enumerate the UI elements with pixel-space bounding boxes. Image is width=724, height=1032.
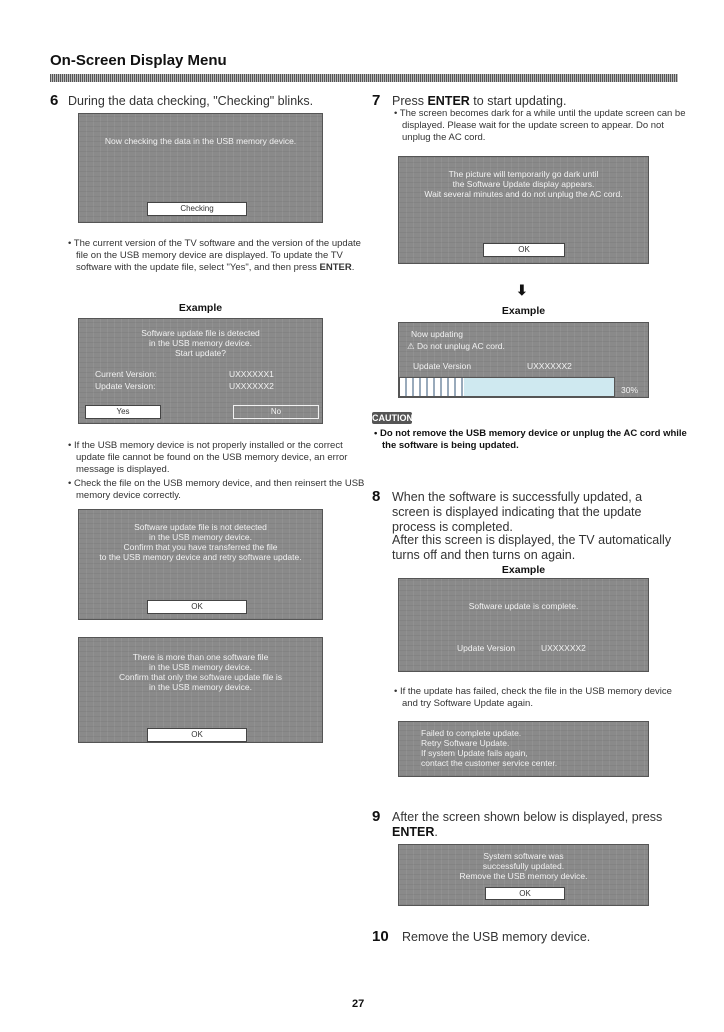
screen-line-2: in the USB memory device.: [149, 338, 252, 348]
unplug-warning: [407, 341, 505, 351]
screen-line-3: If system Update fails again,: [421, 748, 528, 758]
screen-line-1: Now updating: [411, 329, 463, 339]
bullet-text: The screen becomes dark for a while until the update screen can be displayed. Please wait for the update screen to appear. Do not unplug the AC cord.: [399, 108, 686, 143]
step-10-text: Remove the USB memory device.: [402, 930, 591, 944]
step-7-bullet: • The screen becomes dark for a while until the update screen can be displayed. Please wait for the update screen to appear. Do not unplug the AC cord.: [394, 108, 686, 143]
screen-line-3: Wait several minutes and do not unplug the AC cord.: [424, 189, 623, 199]
text-part: After the screen shown below is displayed, press: [392, 810, 663, 824]
screen-now-updating: [398, 322, 649, 398]
update-version-value: UXXXXXX2: [229, 381, 274, 391]
screen-going-dark: [398, 156, 649, 264]
screen-update-success: [398, 844, 649, 906]
screen-line-2: in the USB memory device.: [149, 532, 252, 542]
screen-line-1: There is more than one software file: [132, 652, 269, 662]
screen-multiple-files: [78, 637, 323, 743]
screen-line-1: The picture will temporarily go dark until: [448, 169, 599, 179]
progress-fill: [400, 378, 464, 396]
update-version-value: UXXXXXX2: [541, 643, 586, 653]
screen-update-complete: [398, 578, 649, 672]
screen-message: Now checking the data in the USB memory device.: [104, 136, 297, 146]
step-7-text: [392, 94, 682, 109]
step-8-bullet: • If the update has failed, check the file in the USB memory device and try Software Update again.: [394, 686, 672, 709]
screen-line-1: Software update file is detected: [141, 328, 260, 338]
screen-line-2: in the USB memory device.: [149, 662, 252, 672]
step-9-text: After the screen shown below is displayed, press ENTER.: [392, 810, 663, 839]
down-arrow-icon: ⬇: [516, 282, 528, 298]
bullet-text: If the USB memory device is not properly installed or the correct update file cannot be found on the USB memory device, an error message is displayed.: [73, 440, 348, 475]
step-8-text-1: When the software is successfully updated, a screen is displayed indicating that the update process is completed.: [392, 490, 643, 534]
screen-line-4: contact the customer service center.: [421, 758, 558, 768]
screen-line-4: in the USB memory device.: [149, 682, 252, 692]
screen-line-4: to the USB memory device and retry software update.: [99, 552, 302, 562]
warning-icon: ⚠: [407, 341, 415, 351]
update-version-value: UXXXXXX2: [527, 361, 572, 371]
text-part: to start updating.: [473, 94, 567, 108]
step-6-number: 6: [50, 92, 59, 109]
no-button[interactable]: No: [233, 405, 319, 419]
progress-bar: [399, 377, 615, 397]
header-rule: [50, 74, 678, 82]
screen-not-detected: [78, 509, 323, 620]
screen-line-1: Software update is complete.: [468, 601, 579, 611]
bullet-text: Check the file on the USB memory device, and then reinsert the USB memory device correctly.: [73, 478, 365, 501]
checking-button[interactable]: Checking: [147, 202, 247, 216]
update-version-label: Update Version: [457, 643, 516, 653]
screen-line-2: Retry Software Update.: [421, 738, 510, 748]
yes-button[interactable]: Yes: [85, 405, 161, 419]
caution-message: Do not remove the USB memory device or unplug the AC cord while the software is being updated.: [379, 428, 687, 451]
screen-line-3: Confirm that only the software update file is: [119, 672, 282, 682]
example-label: Example: [178, 302, 223, 314]
ok-button[interactable]: OK: [147, 600, 247, 614]
bullet-text: The current version of the TV software and the version of the update file on the USB memory device are displayed. To update the TV software with the update file, select "Yes", and then press: [73, 238, 361, 273]
step-10-number: 10: [372, 928, 389, 945]
screen-checking: [78, 113, 323, 223]
bullet-bold: ENTER: [319, 262, 352, 273]
step-8-number: 8: [372, 488, 381, 505]
ok-button[interactable]: OK: [485, 887, 565, 900]
screen-line-2: the Software Update display appears.: [452, 179, 595, 189]
ok-button[interactable]: OK: [483, 243, 565, 257]
ok-button[interactable]: OK: [147, 728, 247, 742]
page-number: 27: [352, 998, 365, 1010]
screen-update-detected: [78, 318, 323, 424]
text-bold: ENTER: [427, 94, 470, 108]
screen-line-1: Failed to complete update.: [421, 728, 522, 738]
step-9-number: 9: [372, 808, 381, 825]
step-7-number: 7: [372, 92, 381, 109]
example-label: Example: [501, 305, 546, 317]
caution-badge: CAUTION: [372, 413, 413, 423]
screen-line-1: Software update file is not detected: [134, 522, 267, 532]
caution-text: • Do not remove the USB memory device or unplug the AC cord while the software is being updated.: [374, 428, 687, 451]
screen-line-3: Confirm that you have transferred the file: [123, 542, 278, 552]
text-bold: ENTER: [392, 825, 435, 839]
step-6-bullet-1: • The current version of the TV software and the version of the update file on the USB memory device are displayed. To update the TV software with the update file, select "Yes", and then press ENTER.: [68, 238, 361, 273]
screen-line-2: successfully updated.: [482, 861, 565, 871]
screen-line-3: Start update?: [174, 348, 227, 358]
step-6-bullet-2: • If the USB memory device is not properly installed or the correct update file cannot be found on the USB memory device, an error message is displayed.: [68, 440, 348, 475]
text-part: Press: [392, 94, 424, 108]
update-version-label: Update Version: [413, 361, 472, 371]
bullet-text: If the update has failed, check the file in the USB memory device and try Software Update again.: [399, 686, 672, 709]
page-title: On-Screen Display Menu: [50, 52, 227, 69]
step-6-bullet-3: • Check the file on the USB memory device, and then reinsert the USB memory device correctly.: [68, 478, 365, 501]
progress-percent: 30%: [621, 385, 639, 395]
update-version-label: Update Version:: [95, 381, 156, 391]
current-version-label: Current Version:: [95, 369, 157, 379]
step-8-text-2: After this screen is displayed, the TV automatically turns off and then turns on again.: [392, 533, 672, 562]
screen-line-1: System software was: [483, 851, 564, 861]
screen-update-failed: [398, 721, 649, 777]
screen-line-3: Remove the USB memory device.: [459, 871, 588, 881]
example-label: Example: [501, 564, 546, 576]
current-version-value: UXXXXXX1: [229, 369, 274, 379]
step-6-text: During the data checking, "Checking" blinks.: [68, 94, 314, 108]
warning-text: Do not unplug AC cord.: [417, 341, 505, 351]
